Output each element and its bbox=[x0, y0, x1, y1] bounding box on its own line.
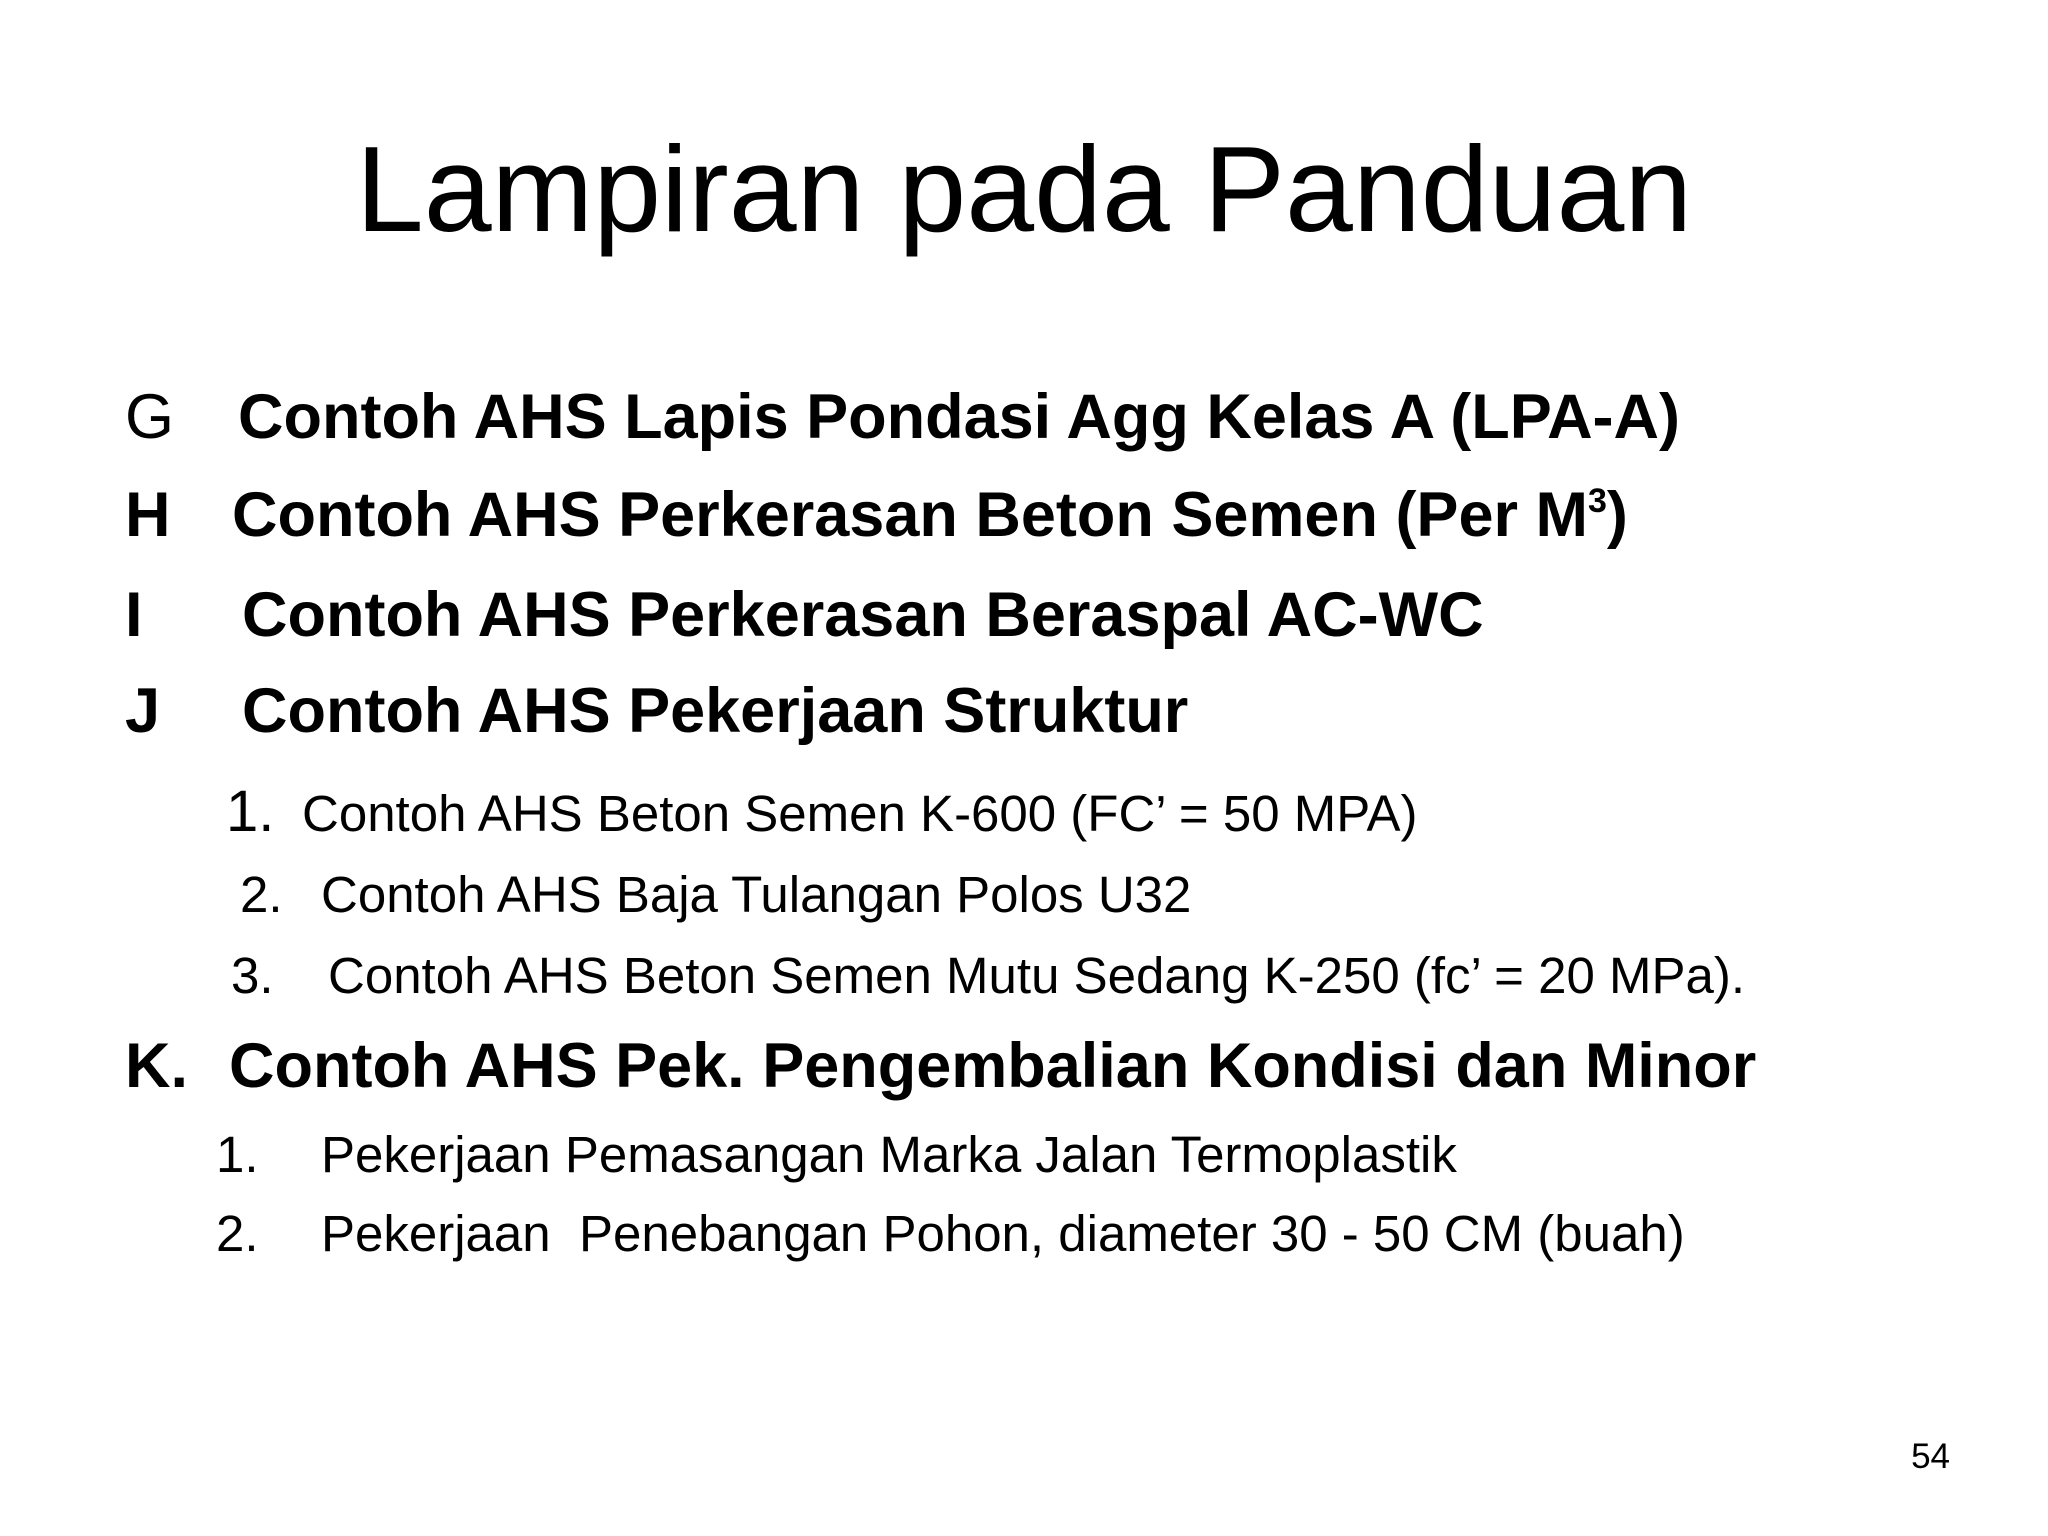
list-item-label: Contoh AHS Beton Semen K-600 (FC’ = 50 MPA) bbox=[302, 785, 1418, 842]
list-item-k bbox=[125, 1031, 1757, 1101]
list-marker: 3. bbox=[231, 947, 274, 1004]
list-marker: I bbox=[125, 580, 143, 650]
list-item-h bbox=[125, 480, 1628, 550]
list-item-label: Contoh AHS Beton Semen Mutu Sedang K-250 (fc’ = 20 MPa). bbox=[328, 947, 1745, 1004]
superscript: 3 bbox=[1587, 482, 1607, 520]
list-marker: 1. bbox=[226, 779, 275, 844]
list-item-label: Contoh AHS Pekerjaan Struktur bbox=[242, 676, 1189, 746]
sub-list-item bbox=[231, 947, 1745, 1004]
list-marker: 2. bbox=[240, 866, 283, 923]
list-item-label-end: ) bbox=[1606, 480, 1628, 550]
page-number: 54 bbox=[1911, 1437, 1950, 1476]
sub-list-item bbox=[226, 779, 1418, 844]
list-marker: K. bbox=[125, 1031, 188, 1101]
list-marker: 2. bbox=[216, 1205, 259, 1262]
list-marker: G bbox=[125, 382, 175, 452]
list-item-label: Contoh AHS Lapis Pondasi Agg Kelas A (LPA-A) bbox=[238, 382, 1681, 452]
list-marker: 1. bbox=[216, 1126, 259, 1183]
list-item-label: Contoh AHS Perkerasan Beraspal AC-WC bbox=[242, 580, 1484, 650]
list-item-label-text: Contoh AHS Perkerasan Beton Semen (Per M bbox=[232, 480, 1588, 550]
list-item-label: Contoh AHS Pek. Pengembalian Kondisi dan Minor bbox=[229, 1031, 1757, 1101]
list-item-label: Contoh AHS Baja Tulangan Polos U32 bbox=[321, 866, 1192, 923]
list-item-g bbox=[125, 382, 1681, 452]
slide-title: Lampiran pada Panduan bbox=[355, 121, 1693, 257]
list-marker: H bbox=[125, 480, 171, 550]
list-item-label: Pekerjaan Pemasangan Marka Jalan Termoplastik bbox=[321, 1126, 1457, 1183]
list-item-i bbox=[125, 580, 1484, 650]
sub-list-item bbox=[216, 1126, 1457, 1183]
list-item-j bbox=[125, 676, 1189, 746]
sub-list-item bbox=[216, 1205, 1685, 1262]
list-item-label: Pekerjaan Penebangan Pohon, diameter 30 - 50 CM (buah) bbox=[321, 1205, 1685, 1262]
sub-list-item bbox=[240, 866, 1192, 923]
list-marker: J bbox=[125, 676, 161, 746]
list-item-label bbox=[232, 480, 1628, 550]
